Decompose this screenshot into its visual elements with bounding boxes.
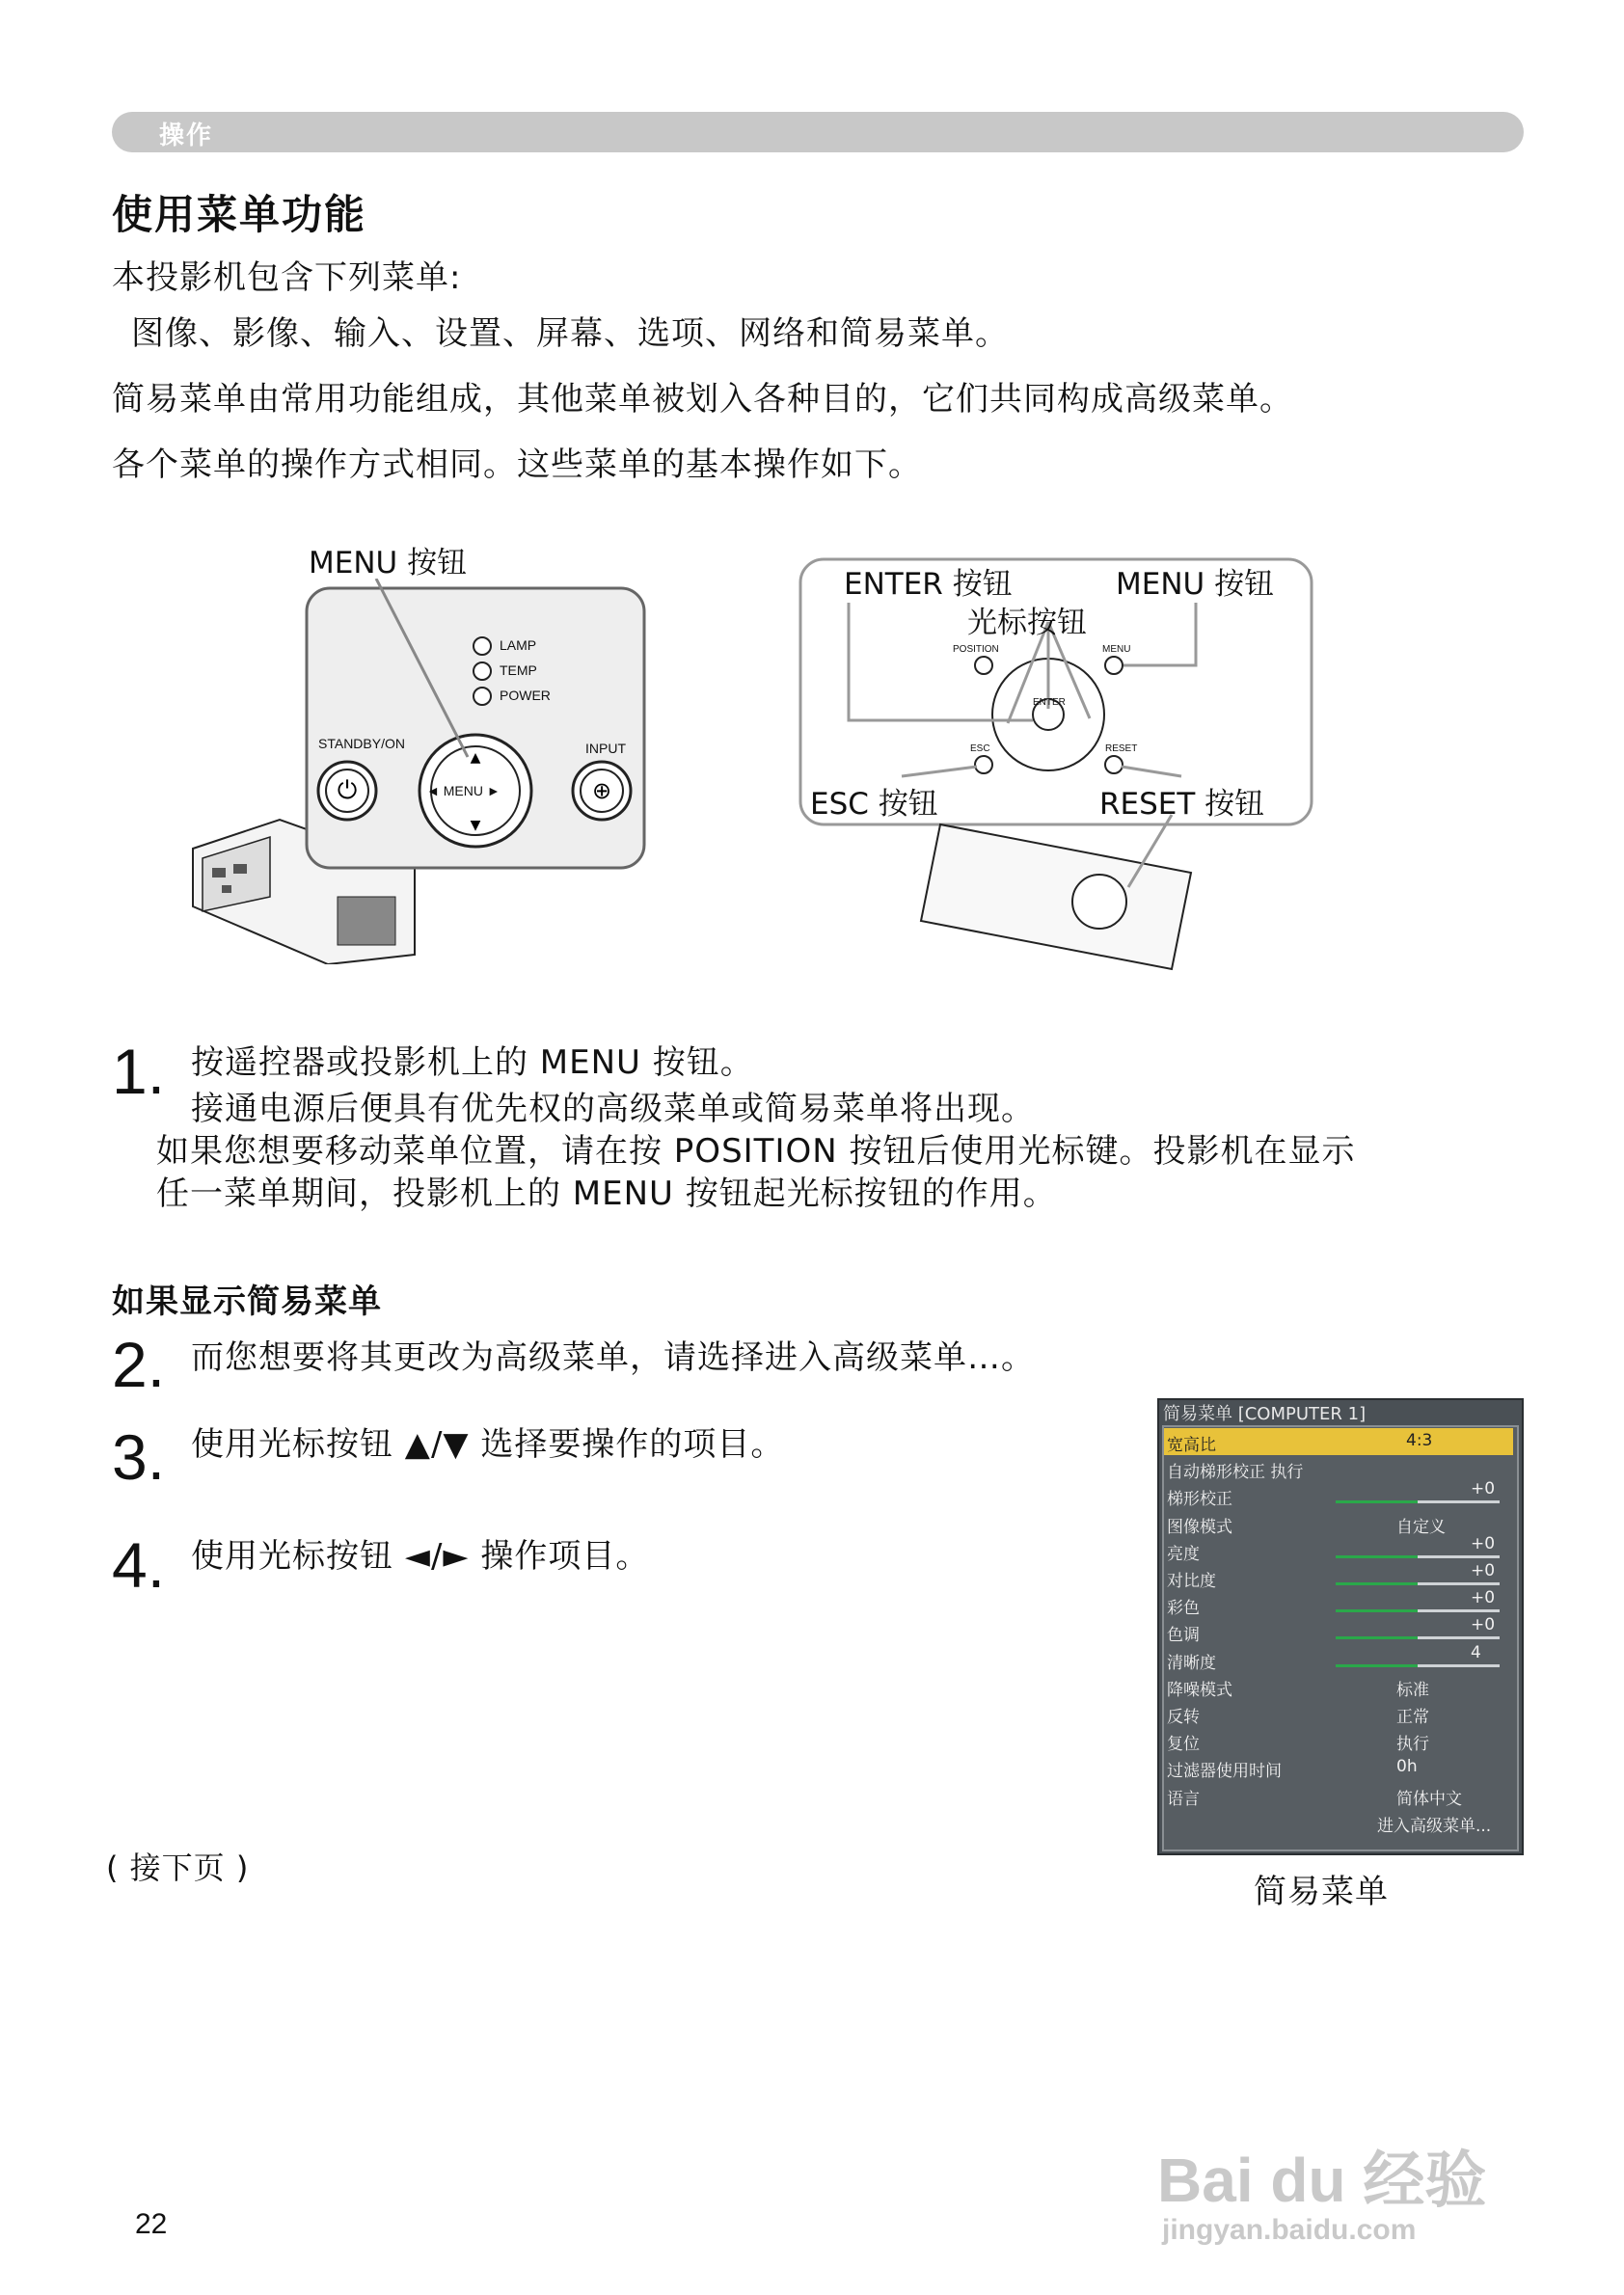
step-1-line-3: 如果您想要移动菜单位置，请在按 POSITION 按钮后使用光标键。投影机在显示 [156,1132,1356,1171]
easy-menu-row-label[interactable]: 自动梯形校正 执行 [1167,1463,1304,1483]
enter-button-callout: ENTER 按钮 [844,567,1013,602]
standby-label: STANDBY/ON [318,736,405,751]
easy-menu-row-value: 自定义 [1396,1517,1446,1537]
easy-menu-row-label[interactable]: 降噪模式 [1167,1680,1232,1700]
page-title: 使用菜单功能 [112,191,367,238]
esc-button-callout: ESC 按钮 [810,787,938,822]
step-2-number: 2. [112,1329,166,1400]
step-1-number: 1. [112,1036,166,1107]
temp-label: TEMP [500,662,537,678]
easy-menu-row-label[interactable]: 过滤器使用时间 [1167,1762,1282,1782]
easy-menu-slider-fill [1336,1555,1418,1558]
easy-menu-row-label[interactable]: 彩色 [1167,1599,1200,1619]
easy-menu-title: 简易菜单 [COMPUTER 1] [1163,1404,1367,1424]
projector-illustration [174,579,656,964]
easy-menu-row-label[interactable]: 亮度 [1167,1544,1200,1564]
step-4-number: 4. [112,1529,166,1601]
cursor-button-callout: 光标按钮 [967,606,1087,640]
intro-line-3: 简易菜单由常用功能组成，其他菜单被划入各种目的，它们共同构成高级菜单。 [112,380,1293,418]
step-3-number: 3. [112,1421,166,1493]
easy-menu-row-value: 4:3 [1406,1431,1433,1450]
step-1-line-4: 任一菜单期间，投影机上的 MENU 按钮起光标按钮的作用。 [156,1174,1057,1213]
easy-menu-row-value: +0 [1471,1588,1496,1608]
easy-menu-row-value: +0 [1471,1561,1496,1580]
easy-menu-slider-fill [1336,1664,1418,1667]
easy-menu-row-value: +0 [1471,1615,1496,1635]
easy-menu-row-label[interactable]: 梯形校正 [1167,1490,1232,1510]
enter-small-label: ENTER [1033,697,1066,708]
easy-menu-row-value: +0 [1471,1533,1496,1553]
section-header-label: 操作 [159,122,214,150]
easy-menu-row-value: 正常 [1396,1708,1429,1727]
reset-small-label: RESET [1105,743,1138,754]
esc-small-label: ESC [970,743,990,754]
continued-note: ( 接下页 ) [106,1850,250,1886]
easy-menu-slider-fill [1336,1636,1418,1639]
intro-line-4: 各个菜单的操作方式相同。这些菜单的基本操作如下。 [112,446,922,484]
easy-menu-selected-row [1164,1428,1513,1455]
step-2-text: 而您想要将其更改为高级菜单，请选择进入高级菜单…。 [191,1338,1035,1377]
easy-menu-slider-fill [1336,1500,1418,1503]
easy-menu-row-value: 进入高级菜单... [1377,1816,1492,1836]
svg-text:▼: ▼ [470,818,481,833]
svg-text:⏻: ⏻ [337,776,358,805]
step-1-line-2: 接通电源后便具有优先权的高级菜单或简易菜单将出现。 [191,1090,1035,1128]
position-label: POSITION [953,644,999,655]
step-1-line-1: 按遥控器或投影机上的 MENU 按钮。 [191,1043,754,1082]
easy-menu-slider-fill [1336,1582,1418,1585]
page-number: 22 [135,2208,168,2240]
easy-menu-row-label[interactable]: 色调 [1167,1626,1200,1646]
easy-menu-row-label[interactable]: 复位 [1167,1735,1200,1755]
section-header-bar [112,112,1524,152]
easy-menu-caption: 简易菜单 [1254,1873,1389,1911]
easy-menu-row-label[interactable]: 对比度 [1167,1572,1216,1591]
panel-menu-label: ◄ MENU ► [426,783,501,798]
easy-menu-row-value: 4 [1471,1642,1481,1662]
lamp-label: LAMP [500,637,537,653]
easy-menu-row-label[interactable]: 反转 [1167,1708,1200,1727]
intro-line-2: 图像、影像、输入、设置、屏幕、选项、网络和简易菜单。 [131,314,1009,353]
remote-menu-small-label: MENU [1102,644,1131,655]
easy-menu-row-value: 执行 [1396,1735,1429,1755]
easy-menu-row-value: 简体中文 [1396,1789,1462,1809]
easy-menu-row-value: 标准 [1396,1680,1429,1700]
easy-menu-slider-fill [1336,1609,1418,1612]
easy-menu-row-label[interactable]: 清晰度 [1167,1653,1216,1673]
svg-text:⊕: ⊕ [591,777,612,804]
easy-menu-row-value: +0 [1471,1479,1496,1499]
power-label: POWER [500,688,551,703]
easy-menu-row-value: 0h [1396,1757,1418,1777]
easy-menu-row-label[interactable]: 宽高比 [1167,1436,1216,1455]
watermark-url: jingyan.baidu.com [1162,2214,1417,2246]
menu-button-callout: MENU 按钮 [309,546,468,580]
remote-menu-button-callout: MENU 按钮 [1116,567,1275,602]
easy-menu-row-label[interactable]: 图像模式 [1167,1517,1232,1537]
svg-text:▲: ▲ [470,750,481,766]
watermark-brand: Bai du 经验 [1157,2146,1487,2215]
reset-button-callout: RESET 按钮 [1099,787,1265,822]
easy-menu-row-label[interactable]: 语言 [1167,1789,1200,1809]
input-label: INPUT [585,741,626,756]
subheading-easy-menu: 如果显示简易菜单 [112,1282,382,1321]
intro-line-1: 本投影机包含下列菜单: [112,258,462,297]
step-4-text: 使用光标按钮 ◄/► 操作项目。 [191,1537,650,1576]
step-3-text: 使用光标按钮 ▲/▼ 选择要操作的项目。 [191,1425,785,1464]
